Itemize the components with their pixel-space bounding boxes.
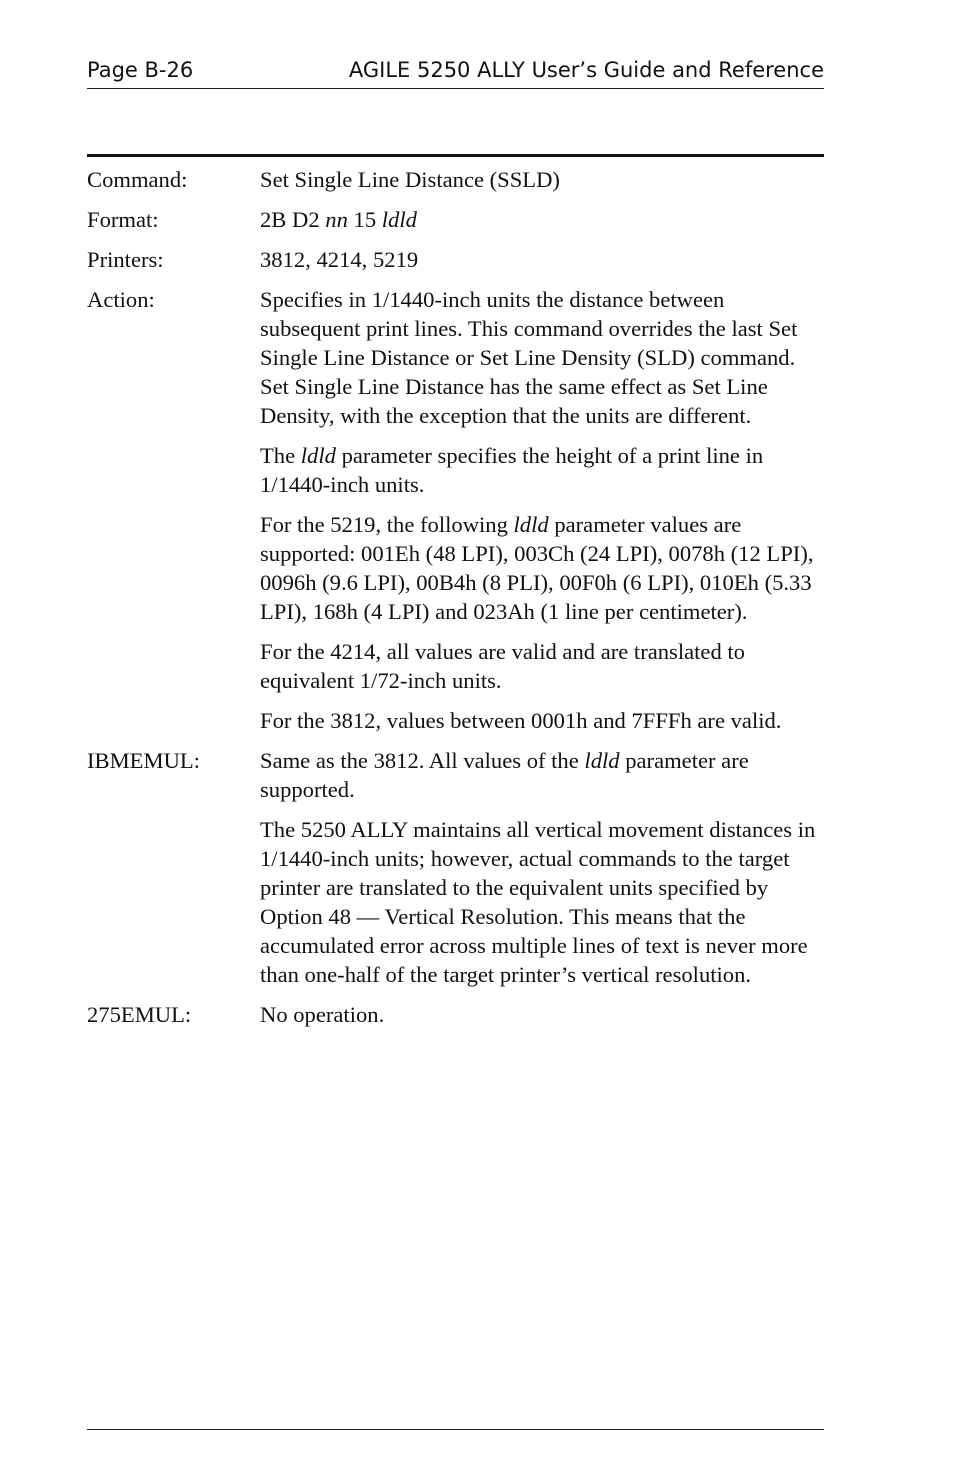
text-run: parameter specifies the height of a print line in 1/1440-inch units. <box>260 443 764 497</box>
param-ldld: ldld <box>300 443 336 468</box>
action-paragraph: Specifies in 1/1440-inch units the distance between subsequent print lines. This command overrides the last Set Single Line Distance or Set Line Density (SLD) command. Set Single Line Distance has the same effect as Set Line Density, with the exception that the units are different. <box>260 287 798 428</box>
text-run: The <box>260 443 301 468</box>
format-part: 15 <box>347 207 382 232</box>
action-paragraph: For the 4214, all values are valid and are translated to equivalent 1/72-inch units. <box>260 639 745 693</box>
ibmemul-row <box>87 746 827 1000</box>
printers-row <box>87 245 827 285</box>
page-number: Page B-26 <box>87 58 194 82</box>
bottom-rule <box>87 1429 824 1430</box>
action-paragraph <box>260 510 827 626</box>
command-label: Command: <box>87 167 188 192</box>
command-entry <box>87 165 827 1040</box>
book-title: AGILE 5250 ALLY User’s Guide and Reference <box>348 58 824 82</box>
format-value <box>260 205 827 234</box>
format-part: 2B D2 <box>260 207 326 232</box>
text-run: parameter are supported. <box>260 748 749 802</box>
text-run: parameter values are supported: 001Eh (48 LPI), 003Ch (24 LPI), 0078h (12 LPI), 0096h (9.6 LPI), 00B4h (8 PLI), 00F0h (6 LPI), 010Eh (5.33 LPI), 168h (4 LPI) and 023Ah (1 line per centimeter). <box>260 512 814 624</box>
action-label: Action: <box>87 287 155 312</box>
format-row <box>87 205 827 245</box>
param-ldld: ldld <box>513 512 549 537</box>
command-value: Set Single Line Distance (SSLD) <box>260 167 560 192</box>
ibmemul-paragraph: The 5250 ALLY maintains all vertical movement distances in 1/1440-inch units; however, actual commands to the target printer are translated to the equivalent units specified by Option 48 — Vertical Resolution. This means that the accumulated error across multiple lines of text is never more than one-half of the target printer’s vertical resolution. <box>260 817 816 987</box>
format-param-ldld: ldld <box>381 207 417 232</box>
text-run: Same as the 3812. All values of the <box>260 748 585 773</box>
printers-label: Printers: <box>87 247 164 272</box>
action-paragraph <box>260 441 827 499</box>
top-rule <box>87 154 824 157</box>
action-paragraph: For the 3812, values between 0001h and 7FFFh are valid. <box>260 708 782 733</box>
action-row <box>87 285 827 746</box>
page-header <box>87 56 824 89</box>
emul275-row <box>87 1000 827 1040</box>
printers-value: 3812, 4214, 5219 <box>260 247 419 272</box>
format-label: Format: <box>87 207 159 232</box>
ibmemul-label: IBMEMUL: <box>87 748 200 773</box>
format-param-nn: nn <box>325 207 348 232</box>
emul275-label: 275EMUL: <box>87 1002 192 1027</box>
ibmemul-paragraph <box>260 746 827 804</box>
command-row <box>87 165 827 205</box>
text-run: For the 5219, the following <box>260 512 514 537</box>
param-ldld: ldld <box>584 748 620 773</box>
emul275-value: No operation. <box>260 1002 385 1027</box>
